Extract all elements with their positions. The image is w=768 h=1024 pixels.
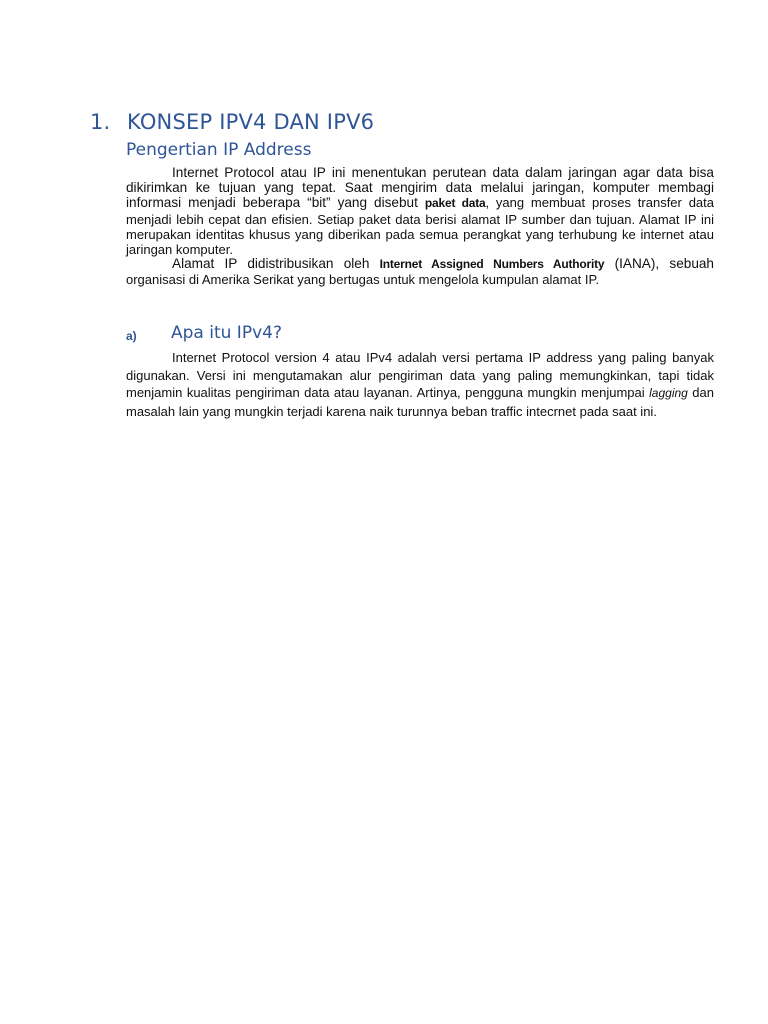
paragraph-ipv4: [126, 349, 714, 420]
paragraph-text: , yang membuat proses transfer data menjadi lebih cepat dan efisien. Setiap paket data berisi alamat IP sumber dan tujuan. Alamat IP ini merupakan identitas khusus yang diberikan pada semua perangkat yang terhubung ke internet atau jaringan komputer.: [126, 195, 714, 258]
paragraph-text: organisasi di Amerika Serikat yang bertugas untuk mengelola kumpulan alamat IP.: [126, 272, 600, 288]
section-number: 1.: [90, 110, 111, 134]
paragraph-iana: [126, 256, 714, 287]
bold-term-paket-data: paket data: [424, 196, 486, 211]
paragraph-text: (IANA), sebuah: [604, 256, 714, 271]
list-marker-a: a): [126, 329, 137, 343]
bold-term-iana: Internet Assigned Numbers Authority: [379, 257, 605, 271]
paragraph-text: Internet Protocol version 4 atau IPv4 adalah versi pertama IP address yang paling banyak digunakan. Versi ini mengutamakan alur pengiriman data yang paling memungkinkan, tapi tidak menjamin kualitas pengiriman data atau layanan. Artinya, pengguna mungkin menjumpai: [126, 350, 714, 400]
section-heading: [90, 110, 374, 134]
subheading-ipv4: Apa itu IPv4?: [171, 323, 282, 343]
paragraph-text: Alamat IP didistribusikan oleh: [172, 256, 380, 271]
paragraph-text: dan masalah lain yang mungkin terjadi karena naik turunnya beban traffic intecrnet pada saat ini.: [126, 385, 714, 419]
paragraph-ip-definition: [126, 165, 714, 257]
italic-term-lagging: lagging: [649, 386, 688, 400]
paragraph-text: Internet Protocol atau IP ini menentukan perutean data dalam jaringan agar data bisa dikirimkan ke tujuan yang tepat. Saat mengirim data melalui jaringan, komputer membagi informasi menjadi beberapa “bit” yang disebut: [126, 165, 714, 211]
subheading-ip-address: Pengertian IP Address: [126, 140, 312, 160]
section-title: KONSEP IPV4 DAN IPV6: [127, 110, 375, 134]
